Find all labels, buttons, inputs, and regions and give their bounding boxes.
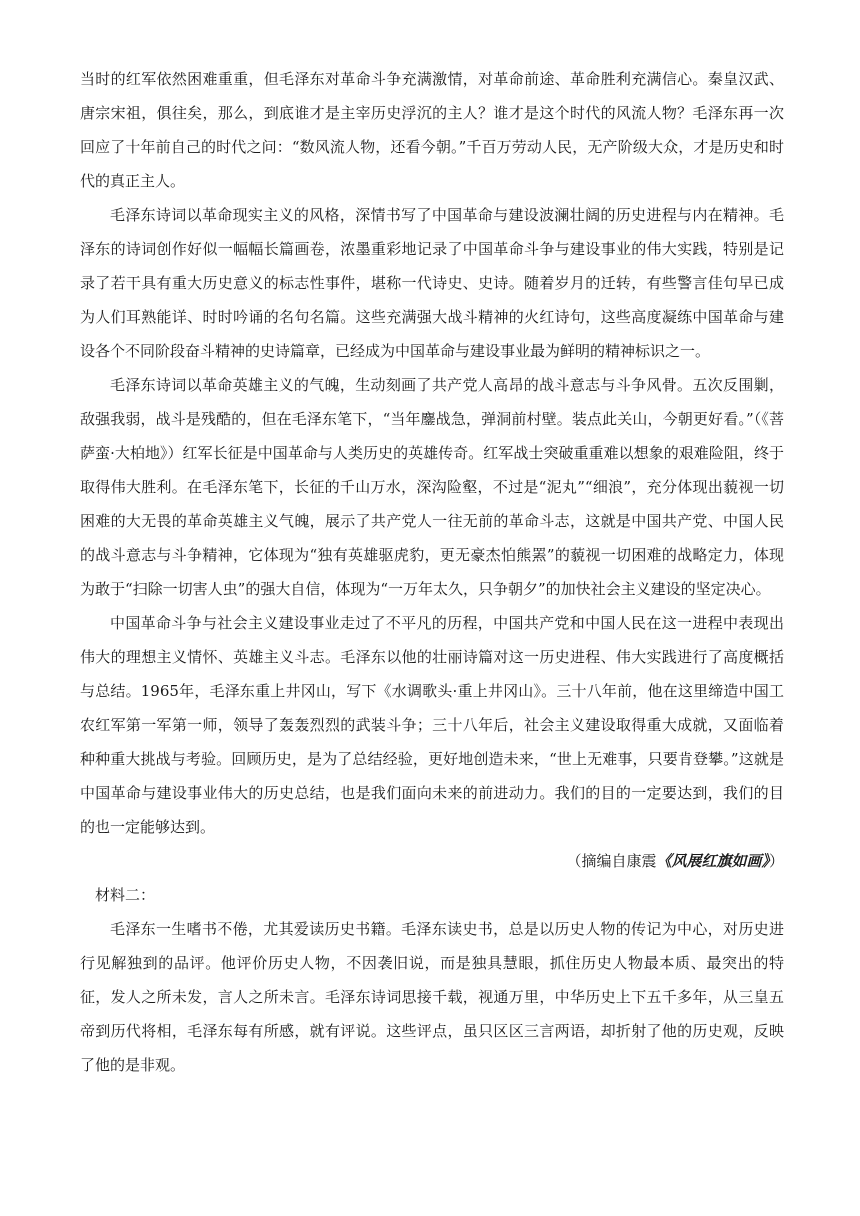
paragraph-2: 毛泽东诗词以革命现实主义的风格，深情书写了中国革命与建设波澜壮阔的历史进程与内在精神。毛泽东的诗词创作好似一幅幅长篇画卷，浓墨重彩地记录了中国革命斗争与建设事业的伟大实践，特别是记录了若干具有重大历史意义的标志性事件，堪称一代诗史、史诗。随着岁月的迁转，有些警言佳句早已成为人们耳熟能详、时时吟诵的名句名篇。这些充满强大战斗精神的火红诗句，这些高度凝练中国革命与建设各个不同阶段奋斗精神的史诗篇章，已经成为中国革命与建设事业最为鲜明的精神标识之一。: [80, 206, 784, 360]
paragraph-3: 毛泽东诗词以革命英雄主义的气魄，生动刻画了共产党人高昂的战斗意志与斗争风骨。五次反围剿，敌强我弱，战斗是残酷的，但在毛泽东笔下，“当年鏖战急，弹洞前村壁。装点此关山，今朝更好看。”（《菩萨蛮·大柏地》）红军长征是中国革命与人类历史的英雄传奇。红军战士突破重重难以想象的艰难险阻，终于取得伟大胜利。在毛泽东笔下，长征的千山万水，深沟险壑，不过是“泥丸”“细浪”，充分体现出藐视一切困难的大无畏的革命英雄主义气魄，展示了共产党人一往无前的革命斗志，这就是中国共产党、中国人民的战斗意志与斗争精神，它体现为“独有英雄驱虎豹，更无豪杰怕熊罴”的藐视一切困难的战略定力，体现为敢于“扫除一切害人虫”的强大自信，体现为“一万年太久，只争朝夕”的加快社会主义建设的坚定决心。: [80, 376, 784, 598]
paragraph-1: 当时的红军依然困难重重，但毛泽东对革命斗争充满激情，对革命前途、革命胜利充满信心。秦皇汉武、唐宗宋祖，俱往矣，那么，到底谁才是主宰历史浮沉的主人？谁才是这个时代的风流人物？毛泽东再一次回应了十年前自己的时代之问：“数风流人物，还看今朝。”千百万劳动人民，无产阶级大众，才是历史和时代的真正主人。: [80, 70, 784, 190]
source-book-title: 《风展红旗如画》: [656, 852, 769, 870]
paragraph-5: 毛泽东一生嗜书不倦，尤其爱读历史书籍。毛泽东读史书，总是以历史人物的传记为中心，对历史进行见解独到的品评。他评价历史人物，不因袭旧说，而是独具慧眼，抓住历史人物最本质、最突出的特征，发人之所未发，言人之所未言。毛泽东诗词思接千载，视通万里，中华历史上下五千多年，从三皇五帝到历代将相，毛泽东每有所感，就有评说。这些评点，虽只区区三言两语，却折射了他的历史观，反映了他的是非观。: [80, 920, 784, 1074]
document-page: [80, 62, 784, 1082]
material-two-label: 材料二：: [95, 886, 156, 904]
source-prefix: （摘编自康震: [566, 852, 657, 870]
source-citation: [80, 844, 784, 878]
source-suffix: ）: [768, 852, 784, 870]
paragraph-4: 中国革命斗争与社会主义建设事业走过了不平凡的历程，中国共产党和中国人民在这一进程中表现出伟大的理想主义情怀、英雄主义斗志。毛泽东以他的壮丽诗篇对这一历史进程、伟大实践进行了高度概括与总结。1965年，毛泽东重上井冈山，写下《水调歌头·重上井冈山》。三十八年前，他在这里缔造中国工农红军第一军第一师，领导了轰轰烈烈的武装斗争；三十八年后，社会主义建设取得重大成就，又面临着种种重大挑战与考验。回顾历史，是为了总结经验，更好地创造未来，“世上无难事，只要肯登攀。”这就是中国革命与建设事业伟大的历史总结，也是我们面向未来的前进动力。我们的目的一定要达到，我们的目的也一定能够达到。: [80, 614, 784, 836]
